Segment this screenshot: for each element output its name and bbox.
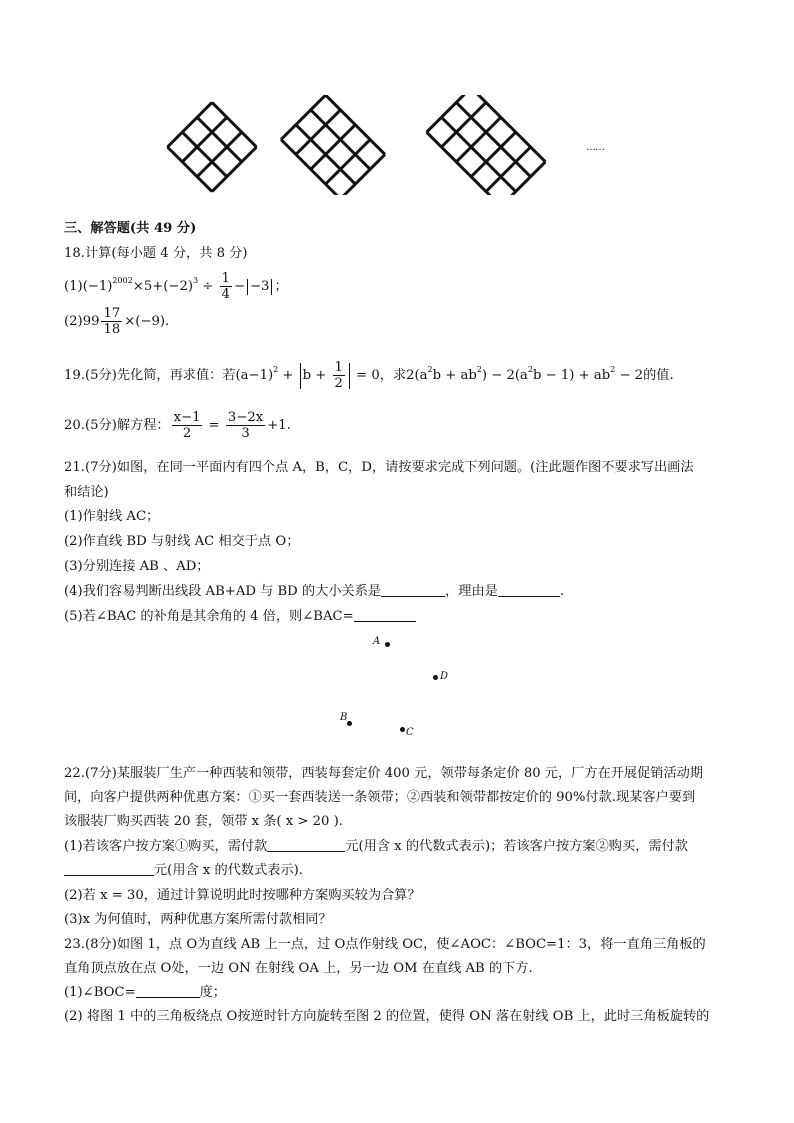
q23-line2: 直角顶点放在点 O处，一边 ON 在射线 OA 上，另一边 OM 在直线 AB 的下方. bbox=[64, 961, 533, 976]
q21-line2: 和结论) bbox=[64, 485, 109, 500]
point-d bbox=[433, 675, 438, 680]
q23-s1 bbox=[64, 981, 226, 1000]
q22-s1-cont bbox=[64, 859, 303, 878]
q21-s3: (3)分别连接 AB 、AD； bbox=[64, 559, 210, 574]
q18-p2-tail: ×(−9). bbox=[124, 314, 170, 329]
q21-s4b: ，理由是 bbox=[445, 584, 498, 599]
q22-s1b: 元(用含 x 的代数式表示)；若该客户按方案②购买，需付款 bbox=[345, 839, 688, 854]
q21-s5 bbox=[64, 605, 416, 624]
point-a bbox=[385, 642, 390, 647]
q22-line3: 该服装厂购买西装 20 套，领带 x 条( x > 20 ). bbox=[64, 814, 343, 829]
figure-ellipsis: …… bbox=[586, 142, 604, 153]
point-label-b: B bbox=[340, 712, 348, 723]
q18-p2-num: 17 bbox=[103, 306, 121, 321]
q18-part2 bbox=[64, 306, 169, 337]
answer-blank[interactable] bbox=[136, 983, 200, 998]
q22-s3: (3)x 为何值时，两种优惠方案所需付款相同？ bbox=[64, 912, 332, 927]
q20-den1: 2 bbox=[182, 426, 192, 441]
q18-p2-whole: 99 bbox=[82, 314, 100, 329]
q19-mid: ，求 bbox=[379, 368, 407, 383]
point-c bbox=[400, 727, 405, 732]
q20-num1: x−1 bbox=[173, 410, 201, 425]
q18-p1-label: (1) bbox=[64, 279, 83, 294]
q22-s2: (2)若 x = 30，通过计算说明此时按哪种方案购买较为合算？ bbox=[64, 888, 421, 903]
q20-tail: +1. bbox=[267, 418, 291, 433]
section-title: 三、解答题(共 49 分) bbox=[64, 221, 197, 236]
q22-line2: 间，向客户提供两种优惠方案：①买一套西装送一条领带；②西装和领带都按定价的 90%付款.现某客户要到 bbox=[64, 790, 696, 805]
answer-blank[interactable] bbox=[64, 861, 154, 876]
q20-num2: 3−2x bbox=[227, 410, 264, 425]
point-label-d: D bbox=[440, 671, 449, 682]
point-label-c: C bbox=[406, 727, 414, 738]
q23-s1b: 度； bbox=[199, 985, 226, 1000]
answer-blank[interactable] bbox=[498, 582, 560, 597]
q23-s2: (2) 将图 1 中的三角板绕点 O按逆时针方向旋转至图 2 的位置，使得 ON 落在射线 OB 上，此时三角板旋转的 bbox=[64, 1009, 710, 1024]
q20-lead: 20.(5分)解方程： bbox=[64, 418, 170, 433]
q19-tail: 的值. bbox=[643, 368, 674, 383]
q21-s4 bbox=[64, 580, 564, 599]
q19: 19.(5分)先化简，再求值：若$(a-1)^2 + b$ + $\frac{1}{2}$ = 0，求$2(a^2b + ab^2) - 2(a^2b - 1) + ab^2 - 2$的值. bbox=[64, 360, 674, 391]
q21-s5-text: (5)若∠BAC 的补角是其余角的 4 倍，则∠BAC= bbox=[64, 609, 354, 624]
q19-lead: 19.(5分)先化简，再求值：若 bbox=[64, 368, 236, 383]
point-b bbox=[347, 721, 352, 726]
q18-p1-exp: 2002 bbox=[112, 276, 133, 285]
q18-p2-den: 18 bbox=[103, 322, 121, 337]
q22-s1a: (1)若该客户按方案①购买，需付款 bbox=[64, 839, 268, 854]
lattice-figure-2 bbox=[281, 95, 385, 195]
q21-s4c: . bbox=[559, 584, 565, 599]
q18-p1-tail: ； bbox=[274, 279, 288, 294]
lattice-figure-1 bbox=[167, 102, 256, 191]
answer-blank[interactable] bbox=[354, 607, 416, 622]
q21-s2: (2)作直线 BD 与射线 AC 相交于点 O； bbox=[64, 534, 300, 549]
q21-s1: (1)作射线 AC； bbox=[64, 509, 160, 524]
q21-line1: 21.(7分)如图，在同一平面内有四个点 A，B，C，D，请按要求完成下列问题。(注此题作图不要求写出画法 bbox=[64, 460, 694, 475]
q18-part1: $(1)(-1)^{2002}\times 5+(-2)^3$ ÷ $\frac{1}{4}$ − −3 ； bbox=[64, 271, 288, 302]
q22-s1 bbox=[64, 835, 688, 854]
q22-s1c: 元(用含 x 的代数式表示). bbox=[154, 863, 303, 878]
q18-heading: 18.计算(每小题 4 分，共 8 分) bbox=[64, 246, 248, 261]
q18-p2-label: (2) bbox=[64, 314, 83, 329]
q20-den2: 3 bbox=[241, 426, 250, 441]
q20: 20.(5分)解方程： $\frac{x-1}{2}$ = $\frac{3-2x}{3}$ +1. bbox=[64, 410, 291, 441]
q23-s1a: (1)∠BOC= bbox=[64, 985, 136, 1000]
lattice-figures bbox=[0, 95, 794, 195]
answer-blank[interactable] bbox=[381, 582, 445, 597]
point-label-a: A bbox=[373, 636, 381, 647]
q22-line1: 22.(7分)某服装厂生产一种西装和领带，西装每套定价 400 元，领带每条定价 80 元，厂方在开展促销活动期 bbox=[64, 766, 704, 781]
answer-blank[interactable] bbox=[267, 837, 345, 852]
q23-line1: 23.(8分)如图 1，点 O为直线 AB 上一点，过 O点作射线 OC，使∠AOC：∠BOC=1：3，将一直角三角板的 bbox=[64, 937, 706, 952]
q21-s4a: (4)我们容易判断出线段 AB+AD 与 BD 的大小关系是 bbox=[64, 584, 382, 599]
lattice-figure-3 bbox=[427, 95, 546, 195]
